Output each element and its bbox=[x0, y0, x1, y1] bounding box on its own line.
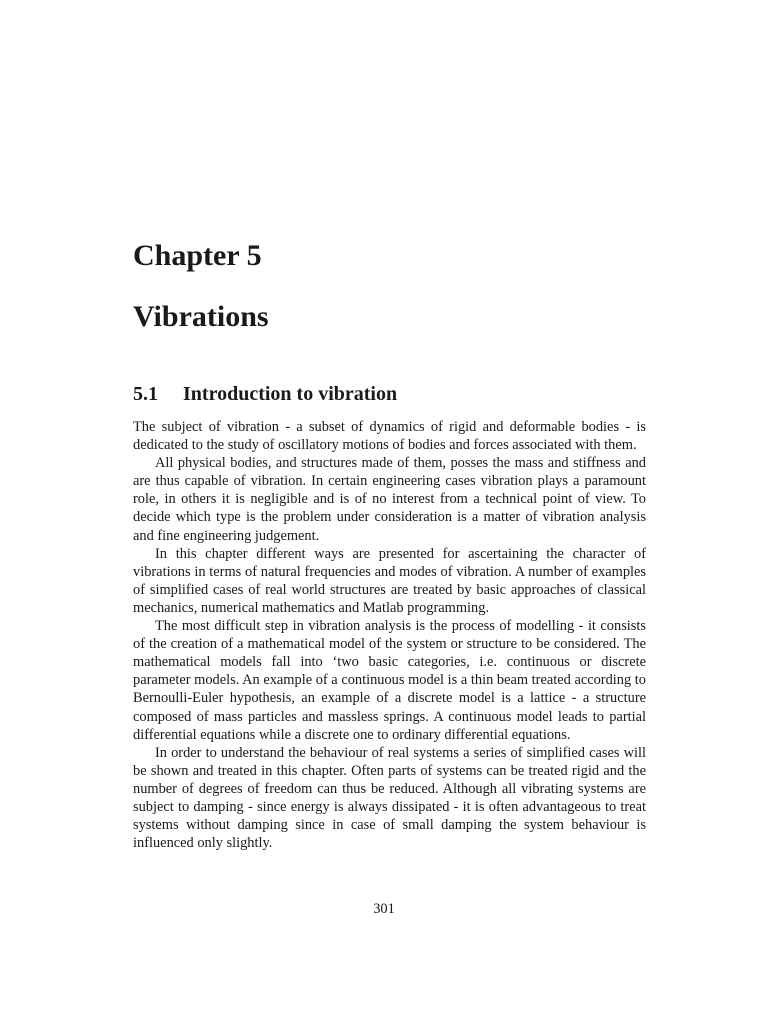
paragraph: The subject of vibration - a subset of dynamics of rigid and deformable bodies - is dedicated to the study of oscillatory motions of bodies and forces associated with them. bbox=[133, 419, 646, 454]
paragraph: The most difficult step in vibration analysis is the process of modelling - it consists of the creation of a mathematical model of the system or structure to be considered. The mathematical models fall into ‘two basic categories, i.e. continuous or discrete parameter models. An example of a continuous model is a thin beam treated according to Bernoulli-Euler hypothesis, an example of a discrete model is a lattice - a structure composed of mass particles and massless springs. A continuous model leads to partial differential equations while a discrete one to ordinary differential equations. bbox=[133, 618, 646, 743]
paragraph: In this chapter different ways are presented for ascertaining the character of vibrations in terms of natural frequencies and modes of vibration. A number of examples of simplified cases of real world structures are treated by basic approaches of classical mechanics, numerical mathematics and Matlab programming. bbox=[133, 545, 646, 616]
section-number: 5.1 bbox=[133, 383, 158, 405]
paragraph: All physical bodies, and structures made of them, posses the mass and stiffness and are thus capable of vibration. In certain engineering cases vibration plays a paramount role, in others it is negligible and is of no interest from a technical point of view. To decide which type is the problem under consideration is a matter of vibration analysis and fine engineering judgement. bbox=[133, 455, 646, 544]
chapter-label: Chapter 5 bbox=[133, 239, 262, 272]
section-heading bbox=[133, 380, 397, 408]
paragraph: In order to understand the behaviour of real systems a series of simplified cases will be shown and treated in this chapter. Often parts of systems can be treated rigid and the number of degrees of freedom can thus be reduced. Although all vibrating systems are subject to damping - since energy is always dissipated - it is often advantageous to treat systems without damping since in case of small damping the system behaviour is influenced only slightly. bbox=[133, 744, 646, 852]
page-number: 301 bbox=[373, 901, 395, 917]
body-text bbox=[133, 418, 646, 852]
section-title: Introduction to vibration bbox=[183, 383, 398, 405]
chapter-title: Vibrations bbox=[133, 300, 269, 333]
